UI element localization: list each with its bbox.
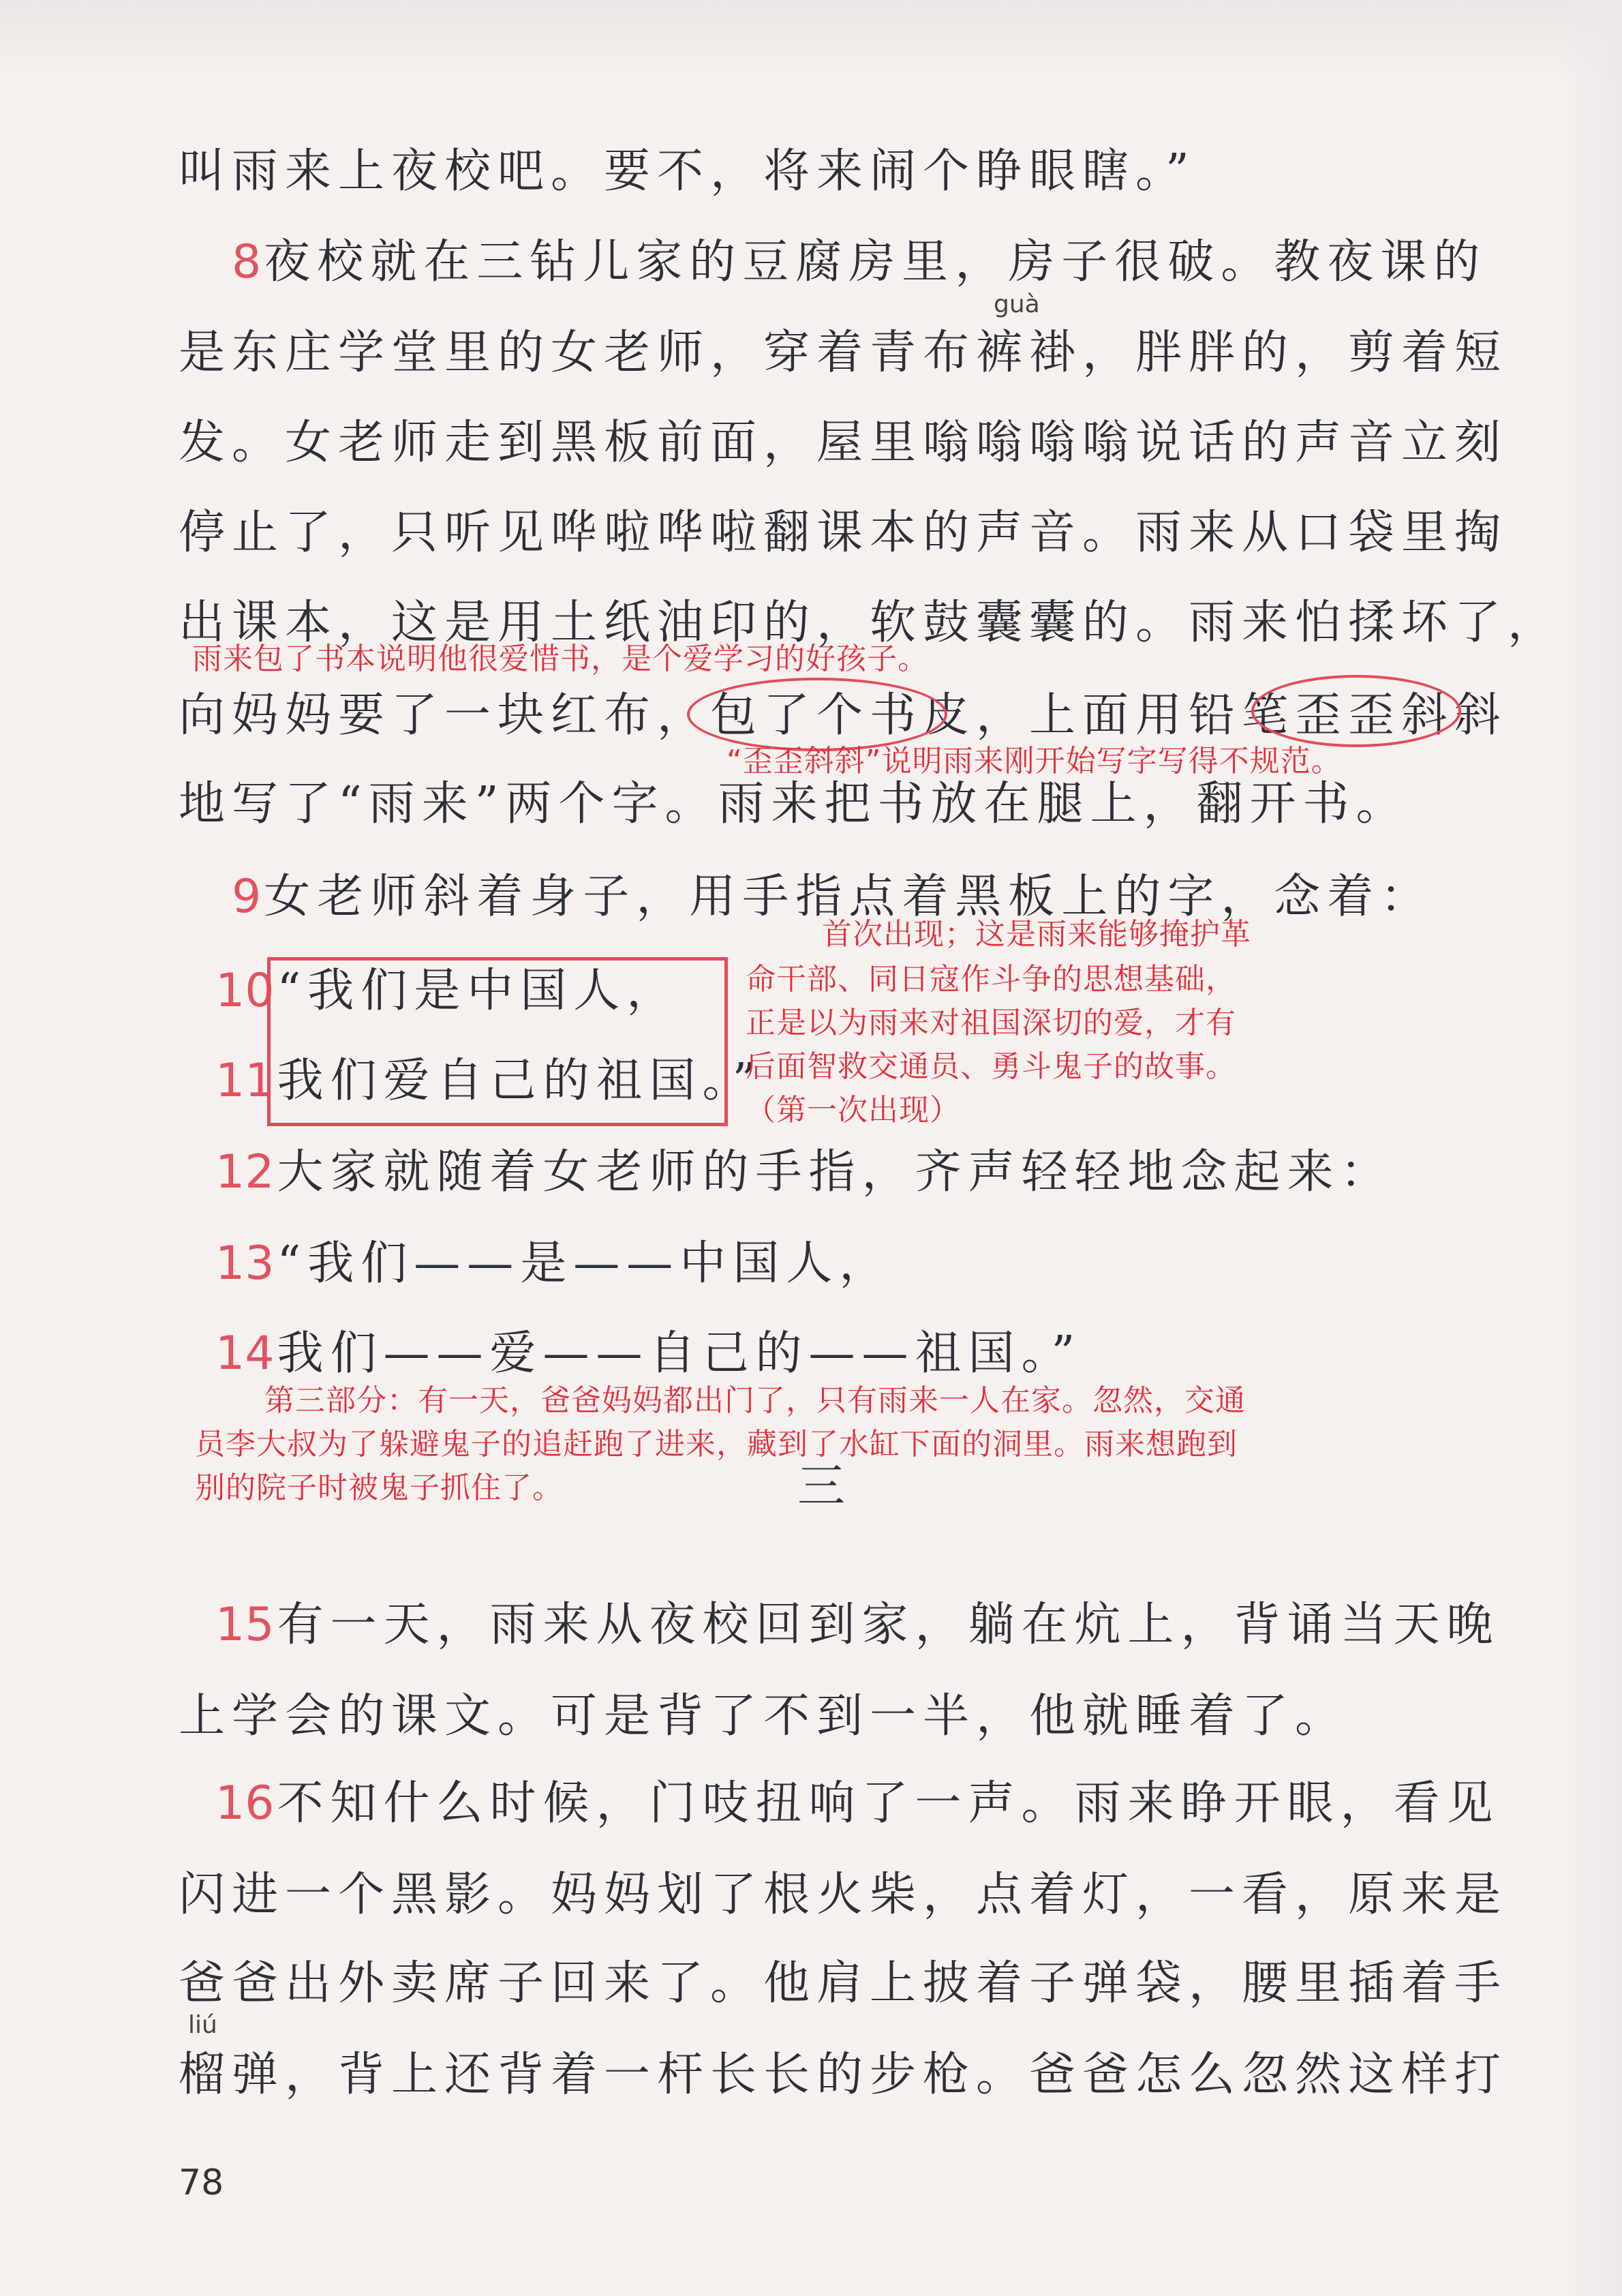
annotation-note: 正是以为雨来对祖国深切的爱，才有 <box>746 1006 1236 1040</box>
annotation-note: 首次出现；这是雨来能够掩护革 <box>822 917 1251 952</box>
text-line: 8夜校就在三钻儿家的豆腐房里，房子很破。教夜课的 <box>232 235 1487 289</box>
text-line: 出课本，这是用土纸油印的，软鼓囊囊的。雨来怕揉坏了， <box>179 596 1561 650</box>
text-line: 闪进一个黑影。妈妈划了根火柴，点着灯，一看，原来是 <box>179 1868 1508 1922</box>
text-line: 停止了，只听见哗啦哗啦翻课本的声音。雨来从口袋里掏 <box>179 506 1508 560</box>
page-number: 78 <box>179 2162 224 2203</box>
text-line: 16不知什么时候，门吱扭响了一声。雨来睁开眼，看见 <box>215 1777 1500 1830</box>
annotation-note: 别的院子时被鬼子抓住了。 <box>195 1470 563 1505</box>
annotation-note: 雨来包了书本说明他很爱惜书，是个爱学习的好孩子。 <box>192 641 928 676</box>
scan-shade-top <box>0 0 1622 82</box>
pinyin-annotation: liú <box>188 2011 217 2039</box>
text-line: 向妈妈要了一块红布，包了个书皮，上面用铅笔歪歪斜斜 <box>179 689 1508 742</box>
highlight-oval <box>1251 675 1461 747</box>
text-line: 发。女老师走到黑板前面，屋里嗡嗡嗡嗡说话的声音立刻 <box>179 416 1508 470</box>
text-line: 10“我们是中国人， <box>215 964 680 1018</box>
text-line: 爸爸出外卖席子回来了。他肩上披着子弹袋，腰里插着手 <box>179 1957 1508 2010</box>
text-line: 9女老师斜着身子，用手指点着黑板上的字，念着： <box>232 870 1434 924</box>
annotation-note: 员李大叔为了躲避鬼子的追赶跑了进来，藏到了水缸下面的洞里。雨来想跑到 <box>195 1427 1238 1462</box>
text-line: 地写了“雨来”两个字。雨来把书放在腿上，翻开书。 <box>179 777 1409 831</box>
pinyin-annotation: guà <box>994 290 1040 318</box>
text-line: 榴弹，背上还背着一杆长长的步枪。爸爸怎么忽然这样打 <box>179 2048 1508 2102</box>
text-line: 13“我们——是——中国人， <box>215 1237 893 1290</box>
section-mark: 三 <box>797 1458 845 1514</box>
text-line: 11我们爱自己的祖国。” <box>215 1054 763 1108</box>
scan-shade-right <box>1561 0 1622 2296</box>
highlight-box <box>267 957 728 1126</box>
text-line: 上学会的课文。可是背了不到一半，他就睡着了。 <box>179 1689 1349 1743</box>
annotation-note: “歪歪斜斜”说明雨来刚开始写字写得不规范。 <box>726 744 1342 779</box>
text-line: 叫雨来上夜校吧。要不，将来闹个睁眼瞎。” <box>179 145 1196 198</box>
text-line: 14我们——爱——自己的——祖国。” <box>215 1327 1082 1380</box>
annotation-note: 后面智救交通员、勇斗鬼子的故事。 <box>746 1049 1236 1084</box>
annotation-note: （第一次出现） <box>746 1093 960 1128</box>
annotation-note: 第三部分：有一天，爸爸妈妈都出门了，只有雨来一人在家。忽然，交通 <box>264 1383 1246 1418</box>
text-line: 是东庄学堂里的女老师，穿着青布裤褂，胖胖的，剪着短 <box>179 326 1508 380</box>
annotation-note: 命干部、同日寇作斗争的思想基础， <box>746 962 1236 997</box>
text-line: 12大家就随着女老师的手指，齐声轻轻地念起来： <box>215 1145 1394 1199</box>
text-line: 15有一天，雨来从夜校回到家，躺在炕上，背诵当天晚 <box>215 1598 1500 1652</box>
